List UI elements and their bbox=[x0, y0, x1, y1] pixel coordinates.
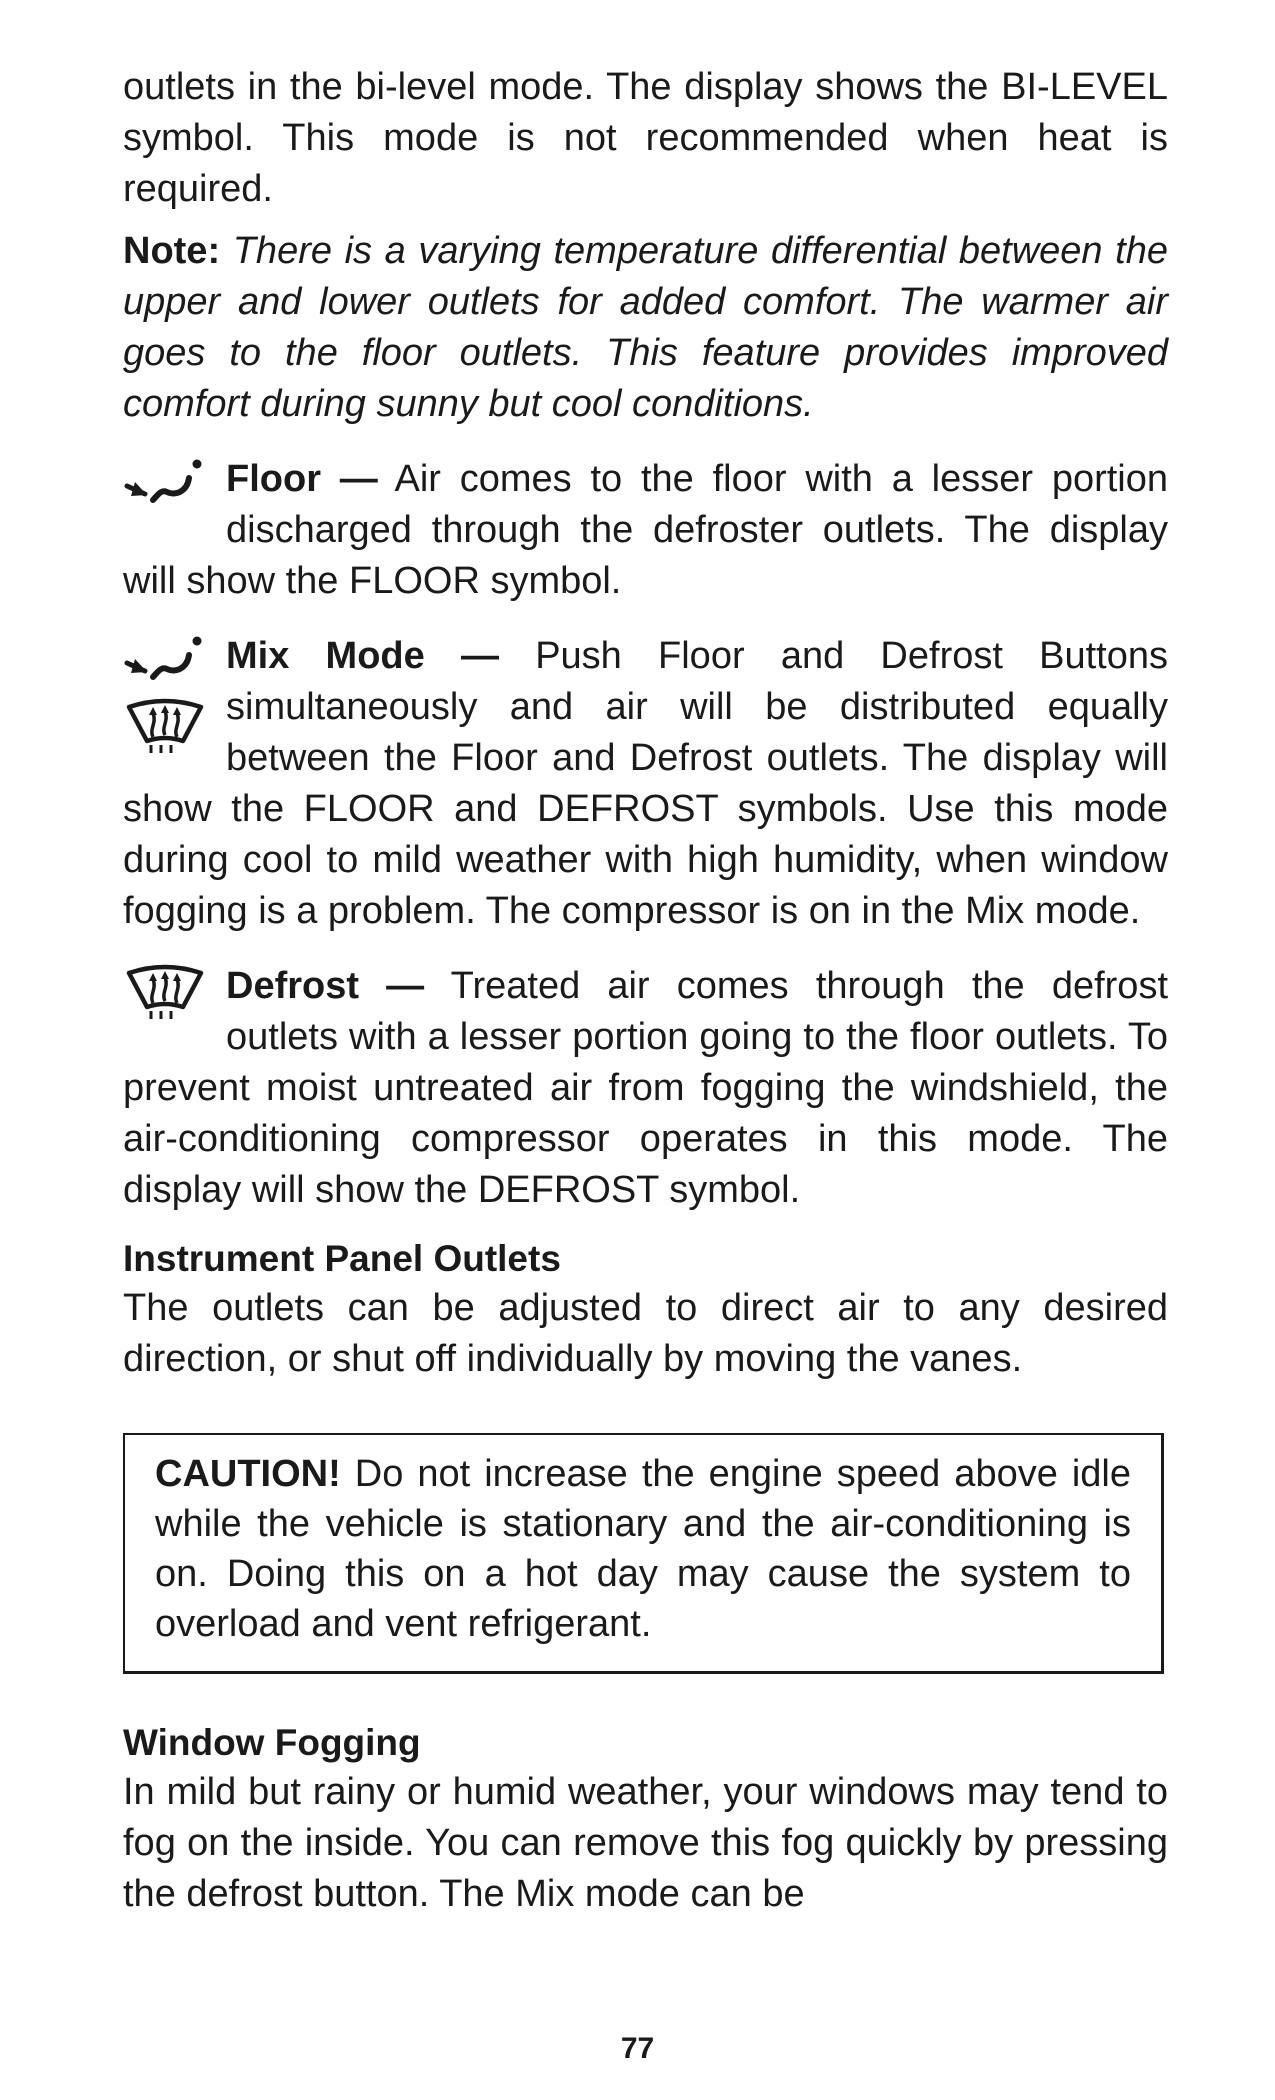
instrument-panel-text: The outlets can be adjusted to direct air to any desired direction, or shut off individually by moving the vanes. bbox=[123, 1287, 1168, 1380]
mix-mode-icons bbox=[123, 633, 226, 755]
mix-mode-section bbox=[123, 631, 1168, 937]
window-fogging-text: In mild but rainy or humid weather, your windows may tend to fog on the inside. You can remove this fog quickly by pressing the defrost button. The Mix mode can be bbox=[123, 1771, 1168, 1915]
mix-mode-title: Mix Mode — bbox=[226, 635, 499, 677]
intro-paragraph: outlets in the bi-level mode. The display shows the BI-LEVEL symbol. This mode is not recommended when heat is required. bbox=[123, 66, 1168, 210]
manual-page bbox=[123, 62, 1168, 1920]
note-text: There is a varying temperature differential between the upper and lower outlets for added comfort. The warmer air goes to the floor outlets. This feature provides improved comfort during sunny but cool conditions. bbox=[123, 230, 1168, 425]
defrost-text: Treated air comes through the defrost outlets with a lesser portion going to the floor outlets. To prevent moist untreated air from fogging the windshield, the air-conditioning compressor operates in this mode. The display will show the DEFROST symbol. bbox=[123, 965, 1169, 1211]
floor-airflow-icon bbox=[123, 633, 203, 693]
defrost-section bbox=[123, 961, 1168, 1216]
instrument-panel-heading: Instrument Panel Outlets bbox=[123, 1238, 561, 1279]
floor-airflow-icon bbox=[123, 456, 226, 516]
note-label: Note: bbox=[123, 230, 221, 272]
floor-section bbox=[123, 454, 1168, 607]
page-number: 77 bbox=[620, 2032, 655, 2065]
instrument-panel-section bbox=[123, 1234, 1168, 1385]
window-fogging-heading: Window Fogging bbox=[123, 1722, 421, 1763]
caution-box bbox=[123, 1433, 1164, 1674]
caution-text: Do not increase the engine speed above idle while the vehicle is stationary and the air-conditioning is on. Doing this on a hot day may cause the system to overload and vent refrigerant. bbox=[155, 1453, 1131, 1645]
defrost-icon bbox=[123, 963, 226, 1021]
floor-title: Floor — bbox=[226, 458, 378, 500]
defrost-title: Defrost — bbox=[226, 965, 425, 1007]
caution-label: CAUTION! bbox=[155, 1453, 341, 1495]
defrost-icon bbox=[123, 697, 207, 755]
window-fogging-section bbox=[123, 1718, 1168, 1920]
floor-text: Air comes to the floor with a lesser portion discharged through the defroster outlets. The display will show the FLOOR symbol. bbox=[123, 458, 1169, 602]
note-paragraph bbox=[123, 226, 1168, 430]
mix-mode-text: Push Floor and Defrost Buttons simultaneously and air will be distributed equally between the Floor and Defrost outlets. The display will show the FLOOR and DEFROST symbols. Use this mode during cool to mild weather with high humidity, when window fogging is a problem. The compressor is on in the Mix mode. bbox=[123, 635, 1168, 932]
